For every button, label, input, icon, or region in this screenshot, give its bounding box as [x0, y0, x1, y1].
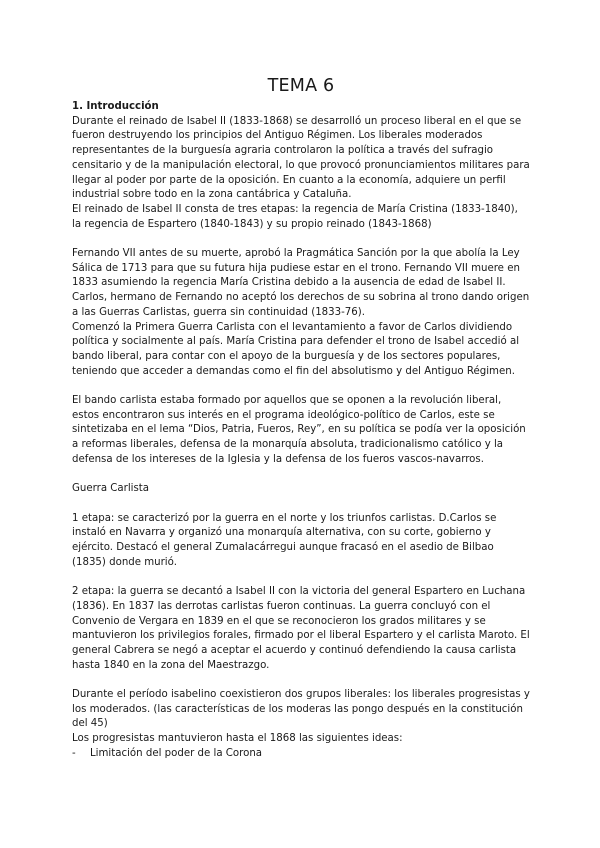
spacer	[72, 497, 530, 512]
spacer	[72, 673, 530, 688]
spacer	[72, 379, 530, 394]
spacer	[72, 468, 530, 483]
subheading-guerra-carlista: Guerra Carlista	[72, 483, 150, 495]
paragraph-bando-carlista: El bando carlista estaba formado por aquellos que se oponen a la revolución liberal, estos encontraron sus interés en el programa ideológico-político de Carlos, este se sintetizaba en el lema “Dios, Patria, Fueros, Rey”, en su política se podía ver la oposición a reformas liberales, defensa de la monarquía absoluta, tradicionalismo católico y la defensa de los intereses de la Iglesia y la defensa de los fueros vascos-navarros.	[72, 395, 526, 465]
paragraph-etapa-2: 2 etapa: la guerra se decantó a Isabel II con la victoria del general Espartero en Luchana (1836). En 1837 las derrotas carlistas fueron continuas. La guerra concluyó con el Convenio de Vergara en 1839 en el que se reconocieron los grados militares y se mantuvieron los privilegios forales, firmado por el liberal Espartero y el carlista Maroto. El general Cabrera se negó a aceptar el acuerdo y continuó defendiendo la causa carlista hasta 1840 en la zona del Maestrazgo.	[72, 586, 530, 671]
paragraph-periodo-isabelino: Durante el período isabelino coexistieron dos grupos liberales: los liberales progresistas y los moderados. (las características de los moderas las pongo después en la constitución del 45)	[72, 689, 530, 730]
page-title: TEMA 6	[267, 76, 335, 96]
paragraph-etapa-1: 1 etapa: se caracterizó por la guerra en el norte y los triunfos carlistas. D.Carlos se instaló en Navarra y organizó una monarquía alternativa, con su corte, gobierno y ejército. Destacó el general Zumalacárregui aunque fracasó en el asedio de Bilbao (1835) donde murió.	[72, 512, 497, 568]
paragraph-primera-guerra: Comenzó la Primera Guerra Carlista con el levantamiento a favor de Carlos dividiendo política y socialmente al país. María Cristina para defender el trono de Isabel accedió al bando liberal, para contar con el apoyo de la burguesía y de los sectores populares, teniendo que acceder a demandas como el fin del absolutismo y del Antiguo Régimen.	[72, 321, 520, 377]
paragraph-etapas: El reinado de Isabel II consta de tres etapas: la regencia de María Cristina (1833-1840), la regencia de Espartero (1840-1843) y su propio reinado (1843-1868)	[72, 203, 518, 230]
spacer	[72, 570, 530, 585]
paragraph-progresistas: Los progresistas mantuvieron hasta el 1868 las siguientes ideas:	[72, 733, 403, 745]
paragraph-fernando: Fernando VII antes de su muerte, aprobó la Pragmática Sanción por la que abolía la Ley Sálica de 1713 para que su futura hija pudiese estar en el trono. Fernando VII muere en 1833 asumiendo la regencia María Cristina debido a la ausencia de edad de Isabel II. Carlos, hermano de Fernando no aceptó los derechos de su sobrina al trono dando origen a las Guerras Carlistas, guerra sin continuidad (1833-76).	[72, 248, 530, 318]
spacer	[72, 232, 530, 247]
section-heading: 1. Introducción	[72, 101, 159, 112]
list-item: - Limitación del poder de la Corona	[90, 747, 530, 762]
ideas-list	[72, 747, 530, 762]
paragraph-intro: Durante el reinado de Isabel II (1833-1868) se desarrolló un proceso liberal en el que se fueron destruyendo los principios del Antiguo Régimen. Los liberales moderados representantes de la burguesía agraria controlaron la política a través del sufragio censitario y de la manipulación electoral, lo que provocó pronunciamientos militares para llegar al poder por parte de la oposición. En cuanto a la economía, adquiere un perfil industrial sobre todo en la zona cantábrica y Cataluña.	[72, 115, 530, 201]
